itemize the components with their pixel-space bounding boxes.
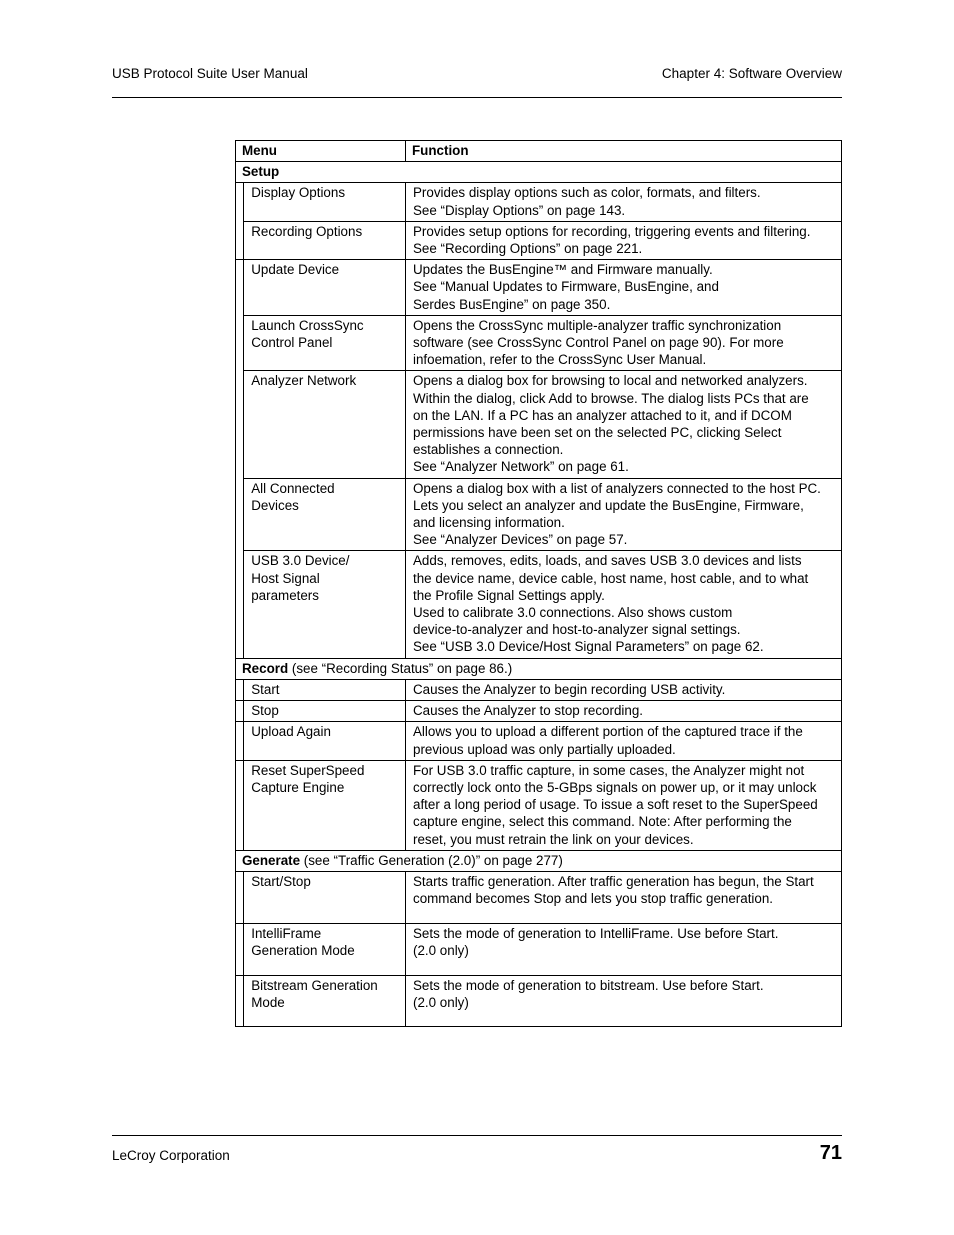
menu-item-recording-options: Recording Options: [244, 221, 406, 259]
manual-title: USB Protocol Suite User Manual: [112, 66, 308, 81]
function-description: Provides setup options for recording, triggering events and filtering. See “Recording Options” on page 221.: [406, 221, 842, 259]
table-row: [236, 260, 842, 316]
menu-item-stop: Stop: [244, 701, 406, 722]
function-description: Updates the BusEngine™ and Firmware manually. See “Manual Updates to Firmware, BusEngine, and Serdes BusEngine” on page 350.: [406, 260, 842, 316]
page-number: 71: [819, 1142, 842, 1164]
group-row-setup: [236, 162, 842, 183]
menu-item-display-options: Display Options: [244, 183, 406, 221]
table-row: [236, 478, 842, 551]
table-header-row: [236, 141, 842, 162]
function-description: For USB 3.0 traffic capture, in some cases, the Analyzer might not correctly lock onto the 5-GBps signals on power up, or it may unlock after a long period of usage. To issue a soft reset to the SuperSpeed capture engine, select this command. Note: After performing the reset, you must retrain the link on your devices.: [406, 760, 842, 850]
menu-item-start-stop: Start/Stop: [244, 871, 406, 923]
menu-column-header: Menu: [236, 141, 406, 162]
table-row: [236, 371, 842, 478]
function-description: Opens a dialog box for browsing to local and networked analyzers. Within the dialog, click Add to browse. The dialog lists PCs that are on the LAN. If a PC has an analyzer attached to it, and if DCOM permissions have been set on the selected PC, clicking Select establishes a connection. See “Analyzer Network” on page 61.: [406, 371, 842, 478]
function-description: Provides display options such as color, formats, and filters. See “Display Options” on page 143.: [406, 183, 842, 221]
table-row: [236, 722, 842, 760]
function-description: Starts traffic generation. After traffic generation has begun, the Start command becomes Stop and lets you stop traffic generation.: [406, 871, 842, 923]
group-row-record: [236, 658, 842, 679]
menu-item-update-device: Update Device: [244, 260, 406, 316]
function-description: Causes the Analyzer to stop recording.: [406, 701, 842, 722]
menu-item-reset-superspeed: Reset SuperSpeed Capture Engine: [244, 760, 406, 850]
group-name: Record: [242, 660, 289, 676]
function-description: Opens a dialog box with a list of analyzers connected to the host PC. Lets you select an analyzer and update the BusEngine, Firmware, and licensing information. See “Analyzer Devices” on page 57.: [406, 478, 842, 551]
menu-item-upload-again: Upload Again: [244, 722, 406, 760]
header-rule: [112, 97, 842, 98]
menu-item-analyzer-network: Analyzer Network: [244, 371, 406, 478]
table-row: [236, 551, 842, 658]
table-row: [236, 183, 842, 221]
menu-item-start: Start: [244, 679, 406, 700]
function-description: Sets the mode of generation to IntelliFrame. Use before Start. (2.0 only): [406, 923, 842, 975]
table-row: [236, 679, 842, 700]
menu-item-intelliframe-mode: IntelliFrame Generation Mode: [244, 923, 406, 975]
group-ref: (see “Traffic Generation (2.0)” on page 277): [300, 852, 563, 868]
menu-item-usb3-signal-parameters: USB 3.0 Device/ Host Signal parameters: [244, 551, 406, 658]
menu-function-table: [235, 140, 842, 1027]
company-name: LeCroy Corporation: [112, 1148, 230, 1163]
table-row: [236, 701, 842, 722]
table-row: [236, 315, 842, 371]
group-name: Setup: [242, 164, 280, 180]
function-description: Causes the Analyzer to begin recording USB activity.: [406, 679, 842, 700]
chapter-title: Chapter 4: Software Overview: [661, 66, 842, 81]
table-row: [236, 221, 842, 259]
group-row-generate: [236, 850, 842, 871]
menu-item-bitstream-mode: Bitstream Generation Mode: [244, 975, 406, 1026]
function-description: Sets the mode of generation to bitstream. Use before Start. (2.0 only): [406, 975, 842, 1026]
function-description: Adds, removes, edits, loads, and saves USB 3.0 devices and lists the device name, device cable, host name, host cable, and to what the Profile Signal Settings apply. Used to calibrate 3.0 connections. Also shows custom device-to-analyzer and host-to-analyzer signal settings. See “USB 3.0 Device/Host Signal Parameters” on page 62.: [406, 551, 842, 658]
group-ref: (see “Recording Status” on page 86.): [288, 660, 513, 676]
table-row: [236, 923, 842, 975]
function-column-header: Function: [406, 141, 842, 162]
menu-item-launch-crosssync: Launch CrossSync Control Panel: [244, 315, 406, 371]
table-row: [236, 871, 842, 923]
group-name: Generate: [242, 852, 301, 868]
footer-rule: [112, 1135, 842, 1136]
table-row: [236, 760, 842, 850]
menu-item-all-connected-devices: All Connected Devices: [244, 478, 406, 551]
table-row: [236, 975, 842, 1026]
function-description: Opens the CrossSync multiple-analyzer traffic synchronization software (see CrossSync Control Panel on page 90). For more infoemation, refer to the CrossSync User Manual.: [406, 315, 842, 371]
function-description: Allows you to upload a different portion of the captured trace if the previous upload was only partially uploaded.: [406, 722, 842, 760]
